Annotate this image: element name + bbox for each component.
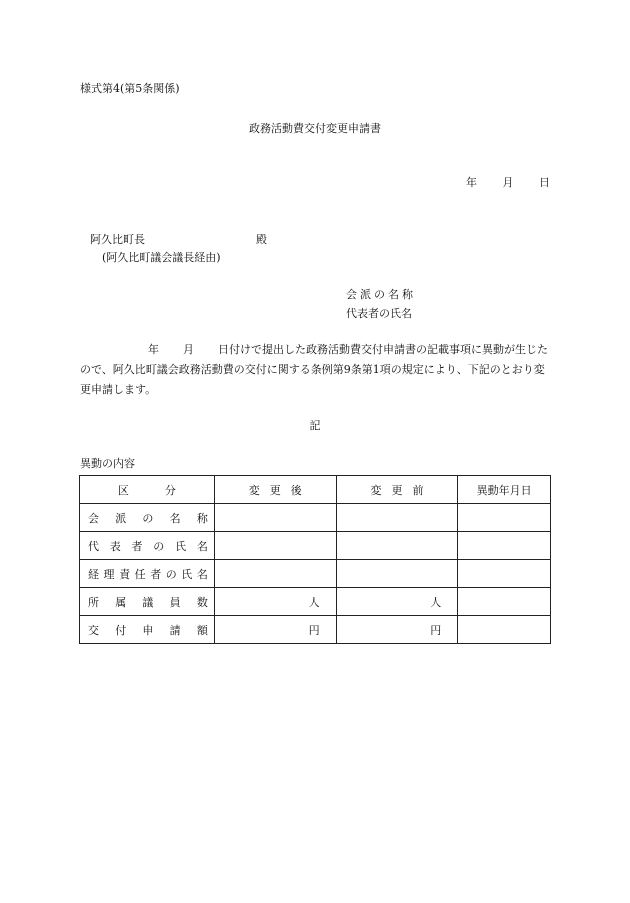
label-char: 氏 [181,567,193,581]
table-header-row [80,476,551,504]
label-char: 者 [131,539,143,553]
header-before [336,476,458,504]
label-char: 任 [134,567,146,581]
cell-after[interactable] [214,504,336,532]
header-category [80,476,215,504]
label-char: 名 [196,567,208,581]
cell-after[interactable] [214,560,336,588]
body-text: 日付けで提出した政務活動費交付申請書の記載事項に異動が生じたので、阿久比町議会政務活動費の交付に関する条例第9条第1項の規定により、下記のとおり変更申請します。 [80,343,548,396]
label-char: 責 [119,567,131,581]
cell-before[interactable] [336,504,458,532]
date-line [466,174,550,190]
body-year: 年 [148,343,159,356]
representative-name-label: 代表者の氏名 [346,307,412,320]
header-after [214,476,336,504]
header-before-label [337,482,458,498]
label-char: 議 [142,595,154,609]
label-char: 称 [196,511,208,525]
label-char: の [165,567,177,581]
cell-date[interactable] [458,560,551,588]
label-char: 経 [88,567,99,581]
cell-before[interactable]: 人 [336,588,458,616]
kaiha-name-label: 会派の名称 [346,288,416,301]
row-label [80,616,215,644]
table-row [80,560,551,588]
label-char: 申 [142,623,154,637]
body-month: 月 [183,343,194,356]
label-char: 額 [196,623,208,637]
document-title: 政務活動費交付変更申請書 [249,122,381,135]
label-char: 所 [88,595,99,609]
cell-date[interactable] [458,616,551,644]
date-month-label: 月 [502,176,514,189]
header-char: 変 [370,483,382,497]
label-char: 属 [115,595,127,609]
label-char: 名 [169,511,181,525]
row-label [80,560,215,588]
header-char: 区 [117,483,129,497]
label-char: 代 [88,539,99,553]
header-char: 後 [290,483,302,497]
label-char: 数 [196,595,208,609]
table-row [80,504,551,532]
addressee-honorific: 殿 [256,233,267,246]
header-char: 更 [269,483,281,497]
label-char: 派 [115,511,127,525]
via-chairperson: (阿久比町議会議長経由) [102,251,221,264]
cell-before[interactable]: 円 [336,616,458,644]
header-category-label [80,482,214,498]
table-row [80,532,551,560]
table-row [80,616,551,644]
header-char: 前 [412,483,424,497]
cell-date[interactable] [458,532,551,560]
cell-after[interactable]: 人 [214,588,336,616]
cell-date[interactable] [458,588,551,616]
label-char: 名 [196,539,208,553]
header-date: 異動年月日 [458,476,551,504]
cell-before[interactable] [336,532,458,560]
label-char: 員 [169,595,181,609]
label-char: 請 [169,623,181,637]
cell-after[interactable]: 円 [214,616,336,644]
changes-table [79,475,551,644]
header-char: 更 [391,483,403,497]
body-paragraph [80,340,550,400]
header-after-label [215,482,336,498]
header-char: 変 [248,483,260,497]
cell-date[interactable] [458,504,551,532]
label-char: 会 [88,511,99,525]
label-char: 理 [103,567,115,581]
label-char: 氏 [175,539,187,553]
form-number: 様式第4(第5条関係) [80,82,180,95]
label-char: の [153,539,165,553]
label-char: 交 [88,623,99,637]
label-char: 付 [115,623,127,637]
date-year-label: 年 [466,176,477,189]
date-day-label: 日 [539,176,550,189]
ki-label: 記 [309,419,321,432]
cell-after[interactable] [214,532,336,560]
addressee-name: 阿久比町長 [90,233,145,246]
label-char: の [142,511,154,525]
table-row [80,588,551,616]
label-char: 表 [109,539,121,553]
row-label [80,588,215,616]
table-caption: 異動の内容 [80,457,135,470]
cell-before[interactable] [336,560,458,588]
header-char: 分 [164,483,176,497]
row-label [80,504,215,532]
row-label [80,532,215,560]
label-char: 者 [150,567,162,581]
